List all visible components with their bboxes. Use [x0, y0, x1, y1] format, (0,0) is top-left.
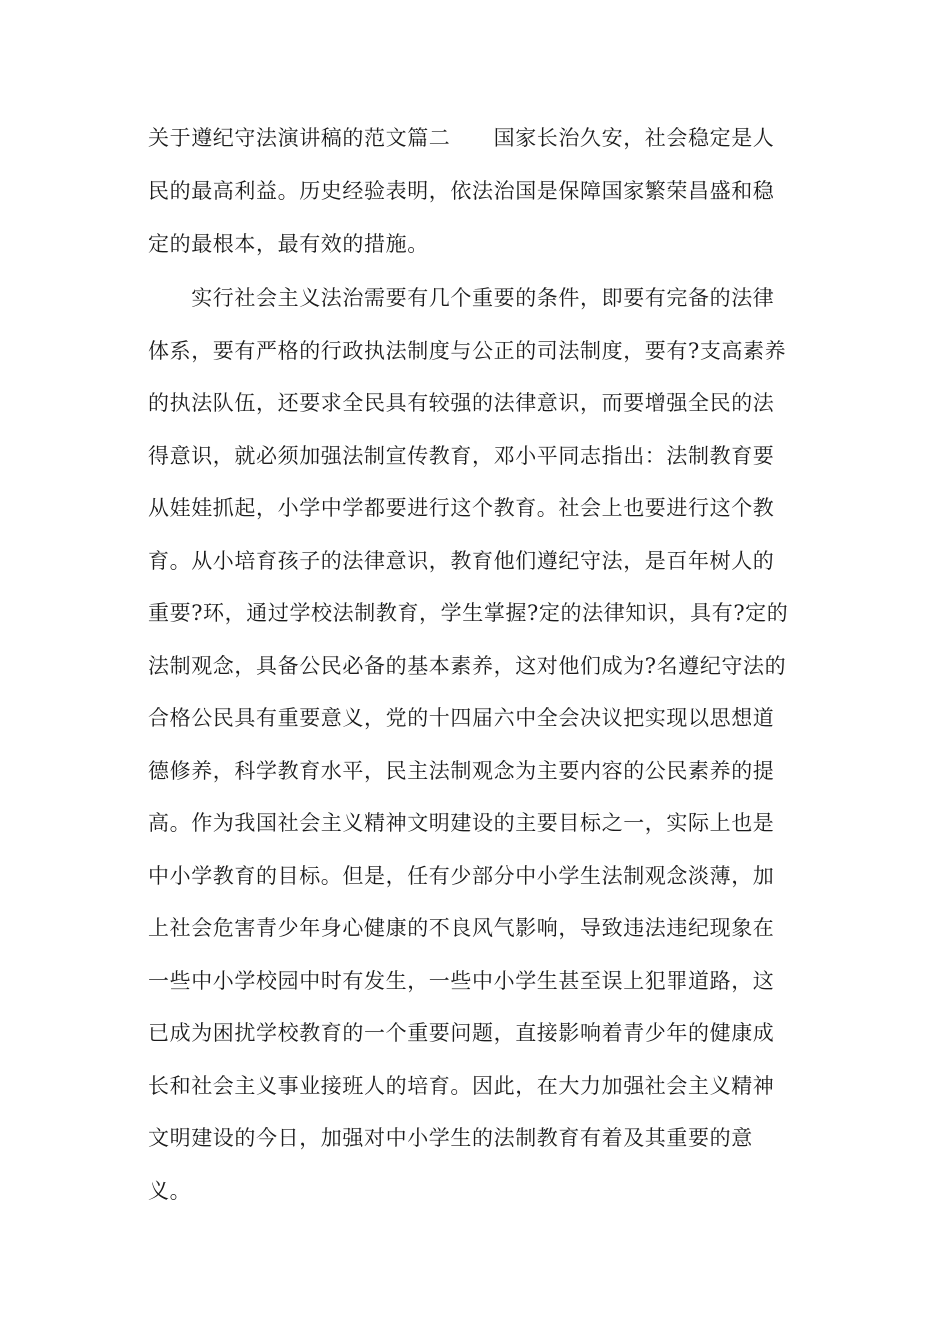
- text-line: 民的最高利益。历史经验表明，依法治国是保障国家繁荣昌盛和稳: [148, 179, 775, 203]
- text-line: 育。从小培育孩子的法律意识，教育他们遵纪守法，是百年树人的: [148, 549, 775, 573]
- text-line: 从娃娃抓起，小学中学都要进行这个教育。社会上也要进行这个教: [148, 496, 775, 520]
- text-line: 已成为困扰学校教育的一个重要问题，直接影响着青少年的健康成: [148, 1021, 775, 1045]
- text-line: 法制观念，具备公民必备的基本素养，这对他们成为?名遵纪守法的: [148, 654, 787, 678]
- text-line: 一些中小学校园中时有发生，一些中小学生甚至误上犯罪道路，这: [148, 969, 775, 993]
- text-line: 合格公民具有重要意义，党的十四届六中全会决议把实现以思想道: [148, 706, 775, 730]
- text-line: 重要?环，通过学校法制教育，学生掌握?定的法律知识，具有?定的: [148, 601, 789, 625]
- text-line: 长和社会主义事业接班人的培育。因此，在大力加强社会主义精神: [148, 1074, 775, 1098]
- text-line: 关于遵纪守法演讲稿的范文篇二 国家长治久安，社会稳定是人: [148, 126, 775, 150]
- text-line: 定的最根本，最有效的措施。: [148, 232, 429, 256]
- text-line: 中小学教育的目标。但是，任有少部分中小学生法制观念淡薄，加: [148, 864, 775, 888]
- text-line: 体系，要有严格的行政执法制度与公正的司法制度，要有?支高素养: [148, 339, 787, 363]
- text-line: 上社会危害青少年身心健康的不良风气影响，导致违法违纪现象在: [148, 916, 775, 940]
- text-line: 文明建设的今日，加强对中小学生的法制教育有着及其重要的意: [148, 1126, 753, 1150]
- text-line: 得意识，就必须加强法制宣传教育，邓小平同志指出：法制教育要: [148, 444, 775, 468]
- text-line: 义。: [148, 1179, 192, 1203]
- text-line: 实行社会主义法治需要有几个重要的条件，即要有完备的法律: [148, 286, 775, 310]
- text-line: 高。作为我国社会主义精神文明建设的主要目标之一，实际上也是: [148, 811, 775, 835]
- text-line: 的执法队伍，还要求全民具有较强的法律意识，而要增强全民的法: [148, 391, 775, 415]
- text-line: 德修养，科学教育水平，民主法制观念为主要内容的公民素养的提: [148, 759, 775, 783]
